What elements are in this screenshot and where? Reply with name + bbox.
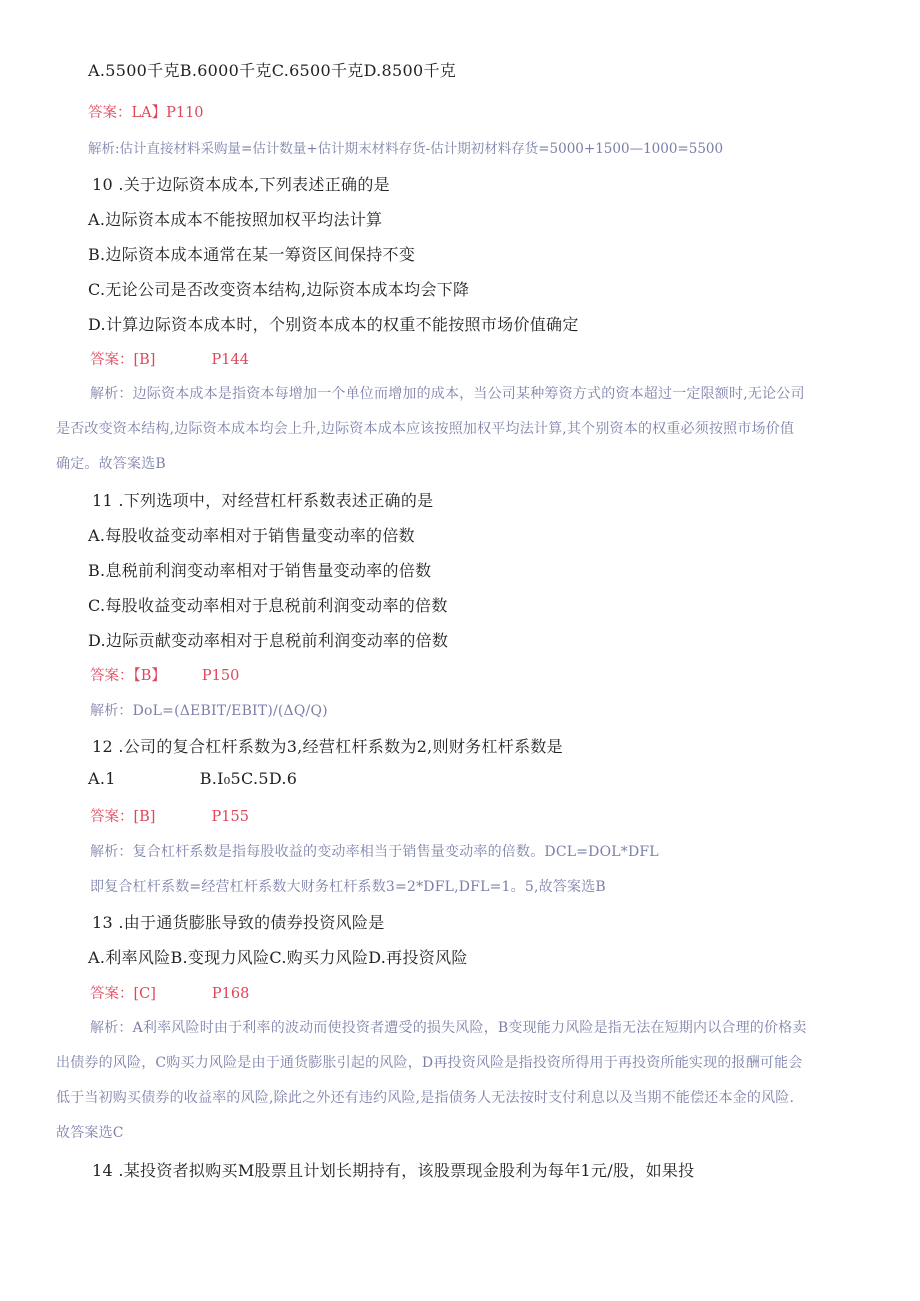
q9-options: A.5500千克B.6000千克C.6500千克D.8500千克	[88, 61, 457, 80]
q13-answer	[90, 982, 249, 1003]
q11-option-d: D.边际贡献变动率相对于息税前利润变动率的倍数	[88, 631, 449, 650]
q12-answer	[90, 805, 249, 826]
q11-option-a: A.每股收益变动率相对于销售量变动率的倍数	[88, 526, 415, 545]
q13-explanation-line-3: 低于当初购买债券的收益率的风险,除此之外还有违约风险,是指债务人无法按时支付利息以及当期不能偿还本金的风险.	[56, 1090, 795, 1106]
q10-answer-label: 答案：[B]	[90, 352, 156, 368]
q11-option-c: C.每股收益变动率相对于息税前利润变动率的倍数	[88, 596, 448, 615]
q11-option-b: B.息税前利润变动率相对于销售量变动率的倍数	[88, 561, 432, 580]
q12-answer-page: P155	[211, 809, 249, 825]
q10-option-a: A.边际资本成本不能按照加权平均法计算	[88, 210, 383, 229]
q11-answer-label: 答案：【B】	[90, 668, 166, 684]
q10-question: 10 .关于边际资本成本,下列表述正确的是	[92, 175, 390, 194]
q11-answer-page: P150	[201, 668, 240, 684]
q13-explanation-line-1: 解析：A利率风险时由于利率的波动而使投资者遭受的损失风险，B变现能力风险是指无法在短期内以合理的价格卖	[90, 1020, 807, 1036]
q12-option-a: A.1	[88, 769, 116, 788]
q10-answer-page: P144	[211, 352, 249, 368]
q10-explanation-line-2: 是否改变资本结构,边际资本成本均会上升,边际资本成本应该按照加权平均法计算,其个别资本的权重必须按照市场价值	[56, 421, 795, 437]
q9-explanation: 解析:估计直接材料采购量=估计数量+估计期末材料存货-估计期初材料存货=5000+1500—1000=5500	[88, 141, 724, 157]
q10-answer	[90, 348, 249, 369]
q10-explanation-line-3: 确定。故答案选B	[56, 456, 166, 472]
q11-answer	[90, 664, 239, 685]
q10-explanation-line-1: 解析：边际资本成本是指资本每增加一个单位而增加的成本，当公司某种筹资方式的资本超过一定限额时,无论公司	[90, 386, 805, 402]
q13-answer-label: 答案：[C]	[90, 986, 156, 1002]
q10-option-d: D.计算边际资本成本时，个别资本成本的权重不能按照市场价值确定	[88, 315, 579, 334]
q10-option-b: B.边际资本成本通常在某一筹资区间保持不变	[88, 245, 416, 264]
q11-question: 11 .下列选项中，对经营杠杆系数表述正确的是	[92, 491, 434, 510]
q12-question: 12 .公司的复合杠杆系数为3,经营杠杆系数为2,则财务杠杆系数是	[92, 737, 563, 756]
q12-explanation-line-2: 即复合杠杆系数=经营杠杆系数大财务杠杆系数3=2*DFL,DFL=1。5,故答案选B	[90, 879, 606, 895]
q10-option-c: C.无论公司是否改变资本结构,边际资本成本均会下降	[88, 280, 470, 299]
q13-explanation-line-2: 出债券的风险，C购买力风险是由于通货膨胀引起的风险，D再投资风险是指投资所得用于再投资所能实现的报酬可能会	[56, 1055, 803, 1071]
q14-question: 14 .某投资者拟购买M股票且计划长期持有，该股票现金股利为每年1元/股，如果投	[92, 1161, 695, 1180]
q12-option-rest: B.I₀5C.5D.6	[199, 769, 298, 788]
q13-answer-page: P168	[211, 986, 250, 1002]
q13-explanation-line-4: 故答案选C	[56, 1125, 124, 1141]
q11-explanation: 解析：DoL=(ΔEBIT/EBIT)/(ΔQ/Q)	[90, 703, 328, 719]
q12-explanation-line-1: 解析：复合杠杆系数是指每股收益的变动率相当于销售量变动率的倍数。DCL=DOL*DFL	[90, 844, 659, 860]
q13-options: A.利率风险B.变现力风险C.购买力风险D.再投资风险	[88, 948, 468, 967]
q12-options	[88, 769, 297, 788]
q12-answer-label: 答案：[B]	[90, 809, 156, 825]
q9-answer: 答案：LA】P110	[88, 105, 204, 121]
q13-question: 13 .由于通货膨胀导致的债券投资风险是	[92, 913, 385, 932]
